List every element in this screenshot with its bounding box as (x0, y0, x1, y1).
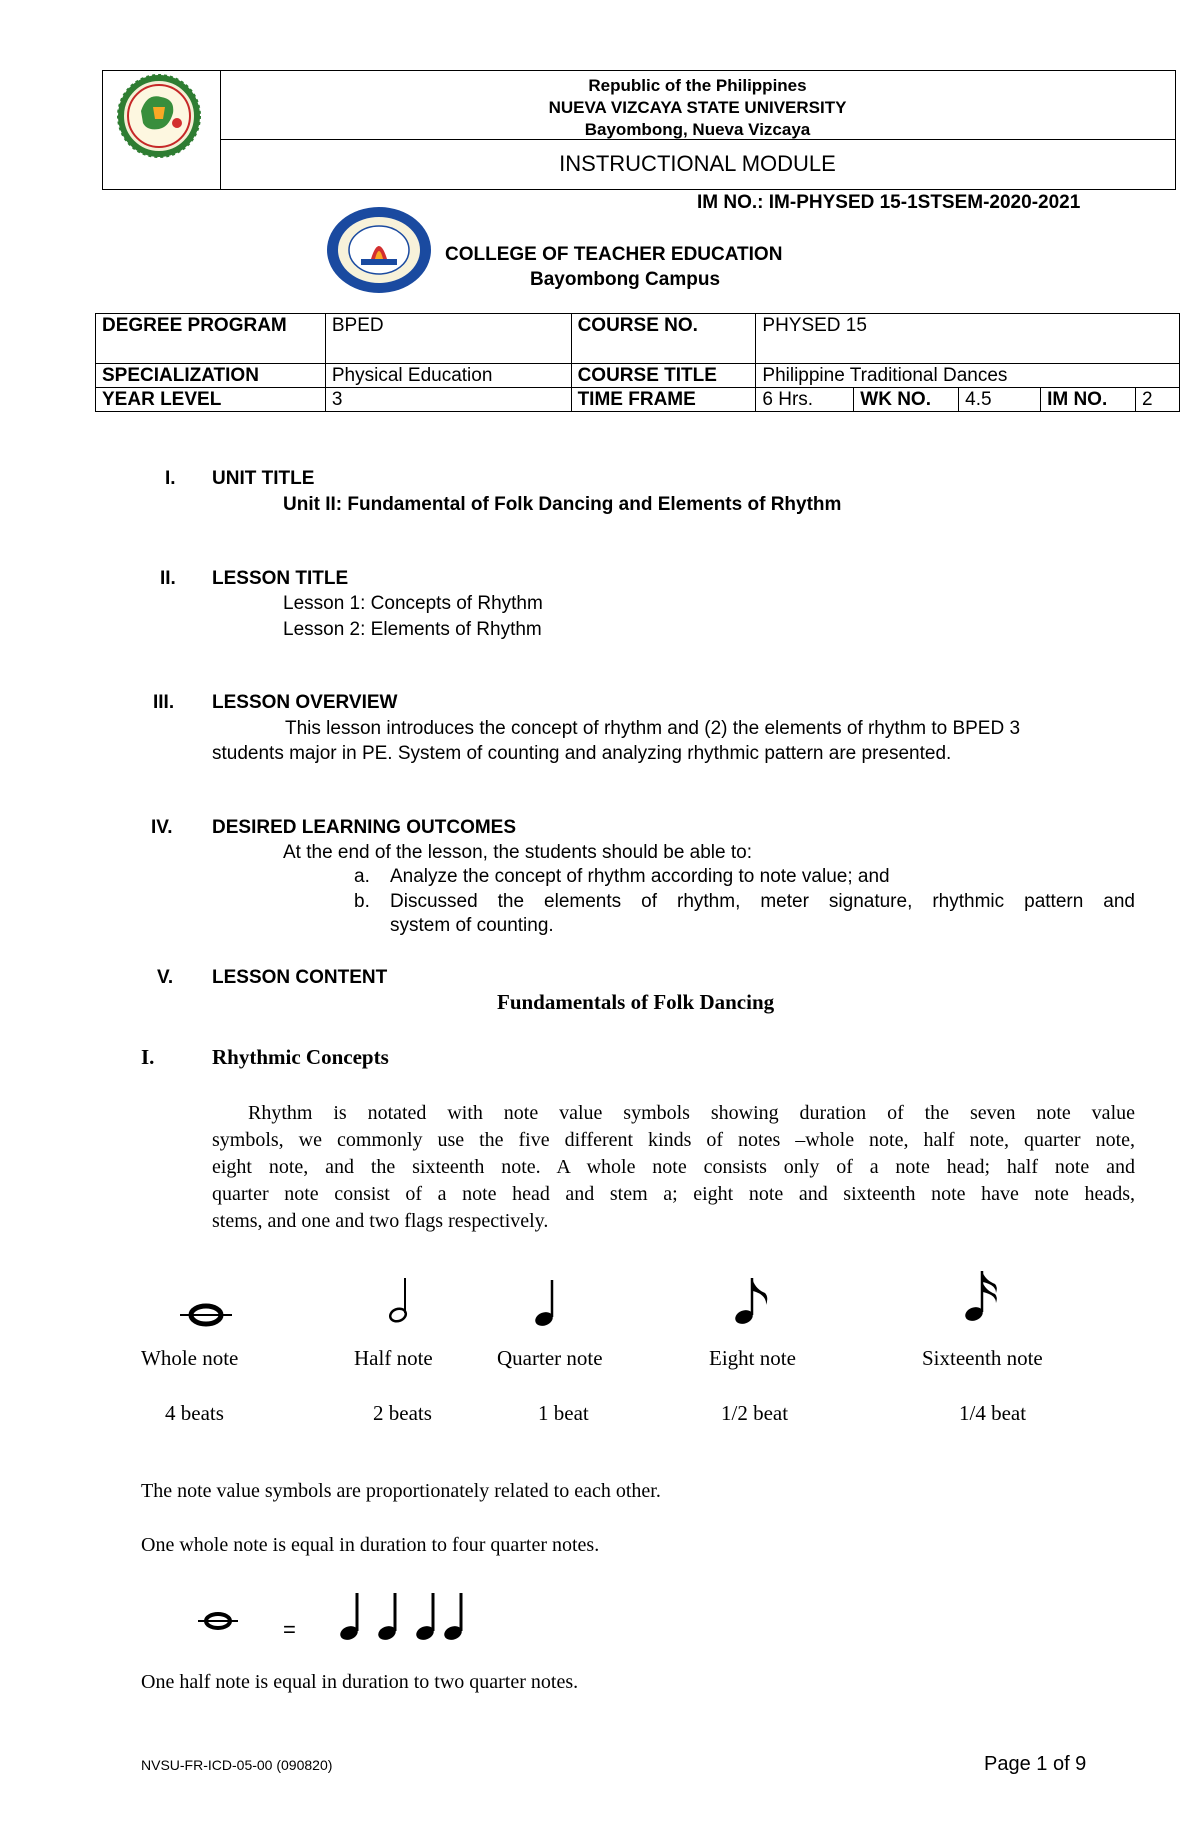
half-note-icon (387, 1275, 417, 1325)
course-no-label: COURSE NO. (571, 314, 756, 364)
note-beats-quarter: 1 beat (538, 1401, 589, 1425)
college-seal-icon (325, 205, 433, 295)
note-name-eighth: Eight note (709, 1346, 796, 1370)
whole-equals-text: One whole note is equal in duration to four quarter notes. (141, 1534, 600, 1556)
section-1-title: UNIT TITLE (212, 468, 315, 489)
subsection-number: I. (141, 1045, 155, 1069)
unit-title-text: Unit II: Fundamental of Folk Dancing and Elements of Rhythm (283, 494, 842, 515)
paragraph-line: symbols, we commonly use the five different kinds of notes –whole note, half note, quarter note, (212, 1129, 1135, 1151)
university-location: Bayombong, Nueva Vizcaya (584, 120, 811, 139)
college-name: COLLEGE OF TEACHER EDUCATION (445, 244, 783, 265)
section-1-number: I. (165, 468, 176, 489)
form-code: NVSU-FR-ICD-05-00 (090820) (141, 1757, 333, 1773)
course-no-value: PHYSED 15 (756, 314, 1180, 364)
im-number: IM NO.: IM-PHYSED 15-1STSEM-2020-2021 (697, 192, 1081, 213)
page-number: Page 1 of 9 (984, 1753, 1087, 1775)
module-title: INSTRUCTIONAL MODULE (559, 151, 836, 176)
sixteenth-note-icon (963, 1268, 1003, 1324)
lesson-1-title: Lesson 1: Concepts of Rhythm (283, 593, 543, 614)
section-5-number: V. (157, 967, 174, 988)
university-name: NUEVA VIZCAYA STATE UNIVERSITY (548, 98, 847, 117)
section-4-title: DESIRED LEARNING OUTCOMES (212, 817, 517, 838)
outcome-b-line-1: Discussed the elements of rhythm, meter signature, rhythmic pattern and (390, 891, 1135, 912)
college-block (445, 242, 782, 292)
proportion-text: The note value symbols are proportionately related to each other. (141, 1480, 661, 1502)
course-title-label: COURSE TITLE (571, 364, 756, 388)
equals-sign: = (283, 1617, 296, 1642)
note-beats-half: 2 beats (373, 1401, 432, 1425)
year-level-label: YEAR LEVEL (96, 388, 326, 412)
whole-note-icon (196, 1608, 240, 1634)
lesson-2-title: Lesson 2: Elements of Rhythm (283, 619, 542, 640)
note-beats-sixteenth: 1/4 beat (959, 1401, 1027, 1425)
university-seal-icon (103, 71, 220, 188)
outcome-a-text: Analyze the concept of rhythm according to note value; and (390, 866, 890, 887)
section-3-number: III. (153, 692, 175, 713)
section-2-number: II. (160, 568, 176, 589)
note-name-whole: Whole note (141, 1346, 239, 1370)
im-no-label: IM NO. (1041, 388, 1136, 412)
republic-text: Republic of the Philippines (588, 76, 807, 95)
paragraph-line: eight note, and the sixteenth note. A whole note consists only of a note head; half note and (212, 1156, 1135, 1178)
campus-name: Bayombong Campus (530, 269, 721, 290)
week-no-value: 4.5 (959, 388, 1041, 412)
content-heading: Fundamentals of Folk Dancing (497, 990, 775, 1014)
note-name-sixteenth: Sixteenth note (922, 1346, 1043, 1370)
specialization-value: Physical Education (325, 364, 571, 388)
four-quarter-notes-icon (335, 1588, 475, 1644)
outcome-b-line-2: system of counting. (390, 915, 554, 936)
overview-line-2: students major in PE. System of counting and analyzing rhythmic pattern are presented. (212, 743, 952, 764)
paragraph-line: quarter note consist of a note head and stem a; eight note and sixteenth note have note heads, (212, 1183, 1135, 1205)
time-frame-value: 6 Hrs. (756, 388, 854, 412)
course-title-value: Philippine Traditional Dances (756, 364, 1180, 388)
university-logo-cell (103, 71, 221, 189)
section-5-title: LESSON CONTENT (212, 967, 388, 988)
outcome-a-marker: a. (354, 866, 370, 887)
note-name-quarter: Quarter note (497, 1346, 603, 1370)
year-level-value: 3 (325, 388, 571, 412)
degree-program-label: DEGREE PROGRAM (96, 314, 326, 364)
time-frame-label: TIME FRAME (571, 388, 756, 412)
subsection-title: Rhythmic Concepts (212, 1045, 389, 1069)
overview-line-1: This lesson introduces the concept of rhythm and (2) the elements of rhythm to BPED 3 (285, 718, 1021, 739)
eighth-note-icon (733, 1275, 773, 1327)
outcome-b-marker: b. (354, 891, 370, 912)
section-4-number: IV. (151, 817, 173, 838)
outcomes-intro: At the end of the lesson, the students should be able to: (283, 842, 752, 863)
header-box (102, 70, 1176, 190)
section-3-title: LESSON OVERVIEW (212, 692, 398, 713)
section-2-title: LESSON TITLE (212, 568, 349, 589)
note-beats-eighth: 1/2 beat (721, 1401, 789, 1425)
course-info-table (95, 313, 1180, 412)
im-no-value: 2 (1135, 388, 1179, 412)
note-name-half: Half note (354, 1346, 433, 1370)
specialization-label: SPECIALIZATION (96, 364, 326, 388)
paragraph-line: stems, and one and two flags respectively. (212, 1210, 549, 1232)
half-equals-text: One half note is equal in duration to two quarter notes. (141, 1671, 579, 1693)
rhythm-paragraph (212, 1100, 1135, 1235)
quarter-note-icon (533, 1277, 563, 1329)
whole-note-icon (178, 1300, 234, 1330)
week-no-label: WK NO. (854, 388, 959, 412)
note-beats-whole: 4 beats (165, 1401, 224, 1425)
paragraph-line: Rhythm is notated with note value symbols showing duration of the seven note value (248, 1102, 1135, 1124)
degree-program-value: BPED (325, 314, 571, 364)
